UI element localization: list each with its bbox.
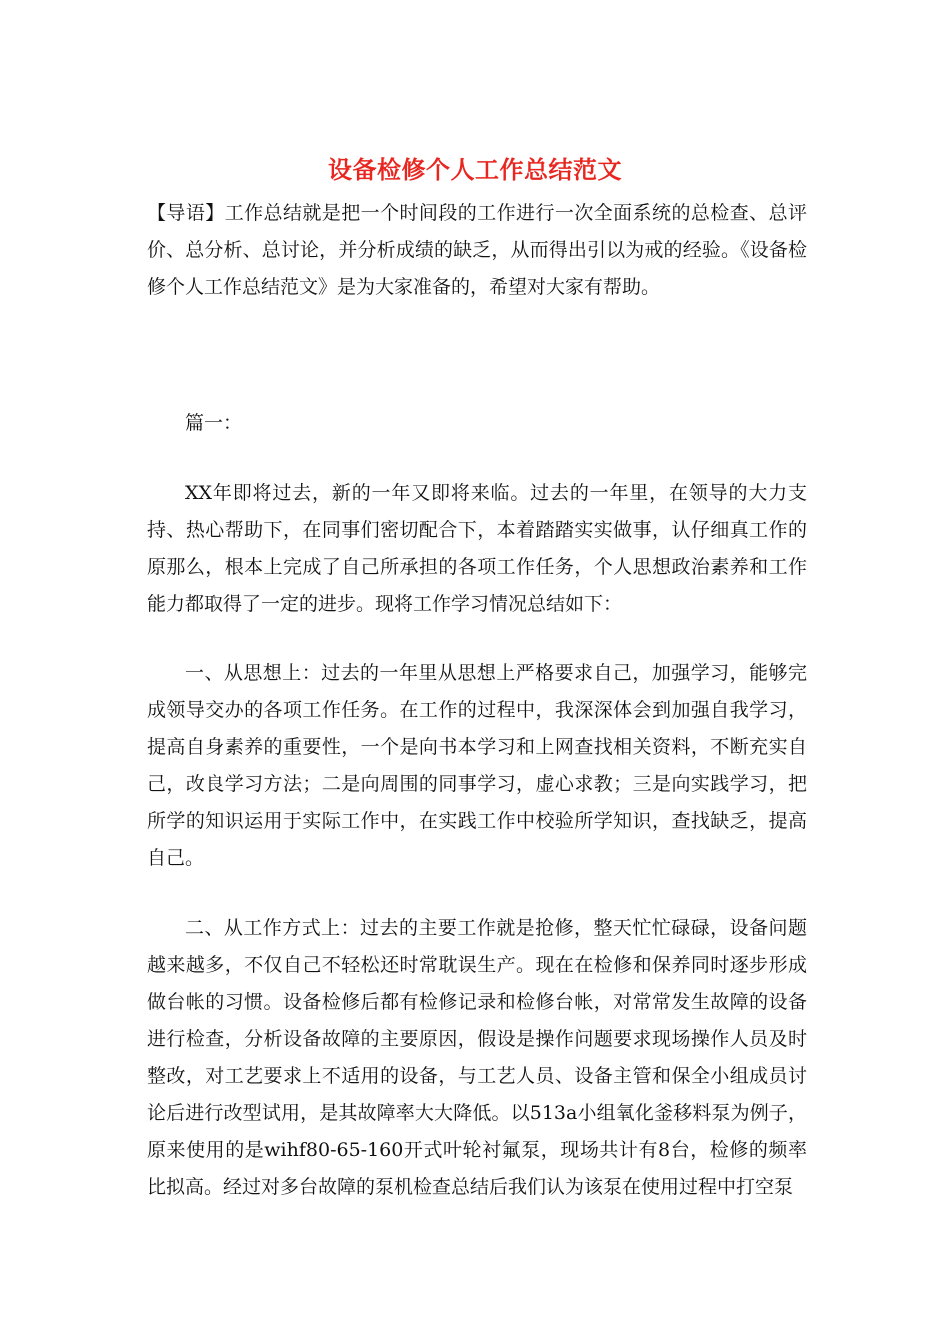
body-paragraph: 一、从思想上：过去的一年里从思想上严格要求自己，加强学习，能够完成领导交办的各项工作任务。在工作的过程中，我深深体会到加强自我学习，提高自身素养的重要性，一个是向书本学习和上网查找相关资料，不断充实自己，改良学习方法；二是向周围的同事学习，虚心求教；三是向实践学习，把所学的知识运用于实际工作中，在实践工作中校验所学知识，查找缺乏，提高自己。 — [147, 662, 807, 869]
intro-paragraph: 【导语】工作总结就是把一个时间段的工作进行一次全面系统的总检查、总评价、总分析、总讨论，并分析成绩的缺乏，从而得出引以为戒的经验。《设备检修个人工作总结范文》是为大家准备的，希望对大家有帮助。 — [147, 202, 807, 298]
document-title: 设备检修个人工作总结范文 — [328, 155, 622, 184]
body-paragraph: XX年即将过去，新的一年又即将来临。过去的一年里，在领导的大力支持、热心帮助下，在同事们密切配合下，本着踏踏实实做事，认仔细真工作的原那么，根本上完成了自己所承担的各项工作任务，个人思想政治素养和工作能力都取得了一定的进步。现将工作学习情况总结如下： — [147, 482, 807, 615]
section-label: 篇一： — [185, 412, 243, 434]
body-paragraph: 二、从工作方式上：过去的主要工作就是抢修，整天忙忙碌碌，设备问题越来越多，不仅自己不轻松还时常耽误生产。现在在检修和保养同时逐步形成做台帐的习惯。设备检修后都有检修记录和检修台帐，对常常发生故障的设备进行检查，分析设备故障的主要原因，假设是操作问题要求现场操作人员及时整改，对工艺要求上不适用的设备，与工艺人员、设备主管和保全小组成员讨论后进行改型试用，是其故障率大大降低。以513a小组氧化釜移料泵为例子，原来使用的是wihf80-65-160开式叶轮衬氟泵，现场共计有8台，检修的频率比拟高。经过对多台故障的泵机检查总结后我们认为该泵在使用过程中打空泵 — [147, 917, 807, 1198]
